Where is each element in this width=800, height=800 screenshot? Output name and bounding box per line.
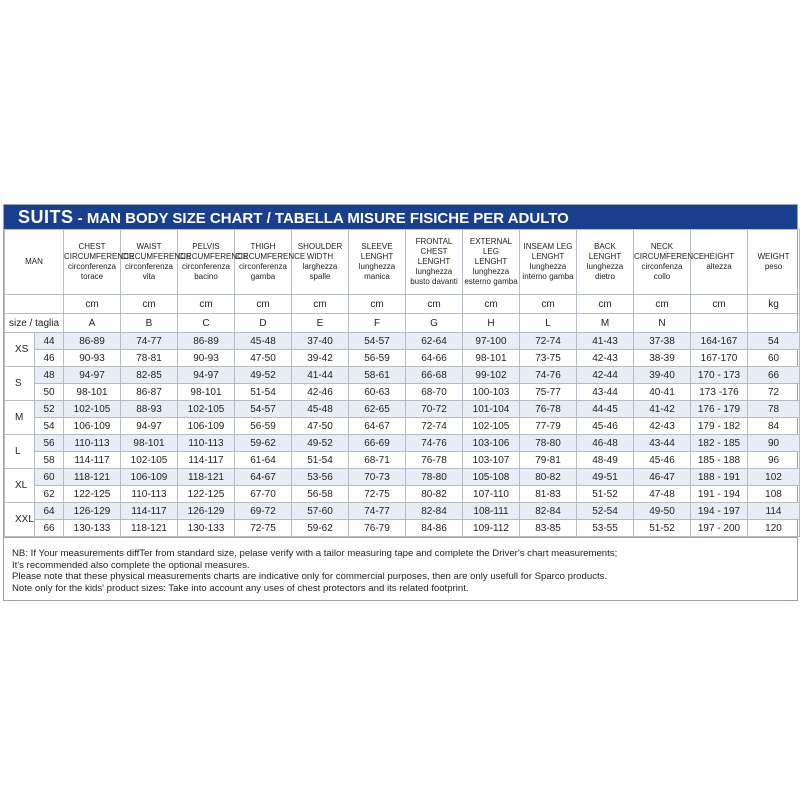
value-cell: 188 - 191: [691, 469, 748, 486]
value-cell: 70-72: [406, 401, 463, 418]
value-cell: 78-80: [520, 435, 577, 452]
column-header: [64, 230, 135, 295]
letter-cell: N: [634, 314, 691, 333]
size-number: 58: [35, 452, 64, 469]
value-cell: 98-101: [178, 384, 235, 401]
column-header-line: THIGH: [250, 242, 276, 251]
value-cell: 64-67: [235, 469, 292, 486]
table-row: [5, 401, 800, 418]
column-header: [577, 230, 634, 295]
chart-banner: [4, 205, 797, 229]
value-cell: 51-54: [235, 384, 292, 401]
value-cell: 101-104: [463, 401, 520, 418]
value-cell: 106-109: [178, 418, 235, 435]
value-cell: 66-68: [406, 367, 463, 384]
value-cell: 42-46: [292, 384, 349, 401]
table-row: [5, 469, 800, 486]
column-header: [235, 230, 306, 295]
size-cell: S: [5, 367, 35, 401]
value-cell: 82-85: [121, 367, 178, 384]
value-cell: 80-82: [406, 486, 463, 503]
unit-cell: kg: [748, 295, 800, 314]
value-cell: 103-106: [463, 435, 520, 452]
unit-cell: cm: [349, 295, 406, 314]
unit-cell: cm: [235, 295, 292, 314]
column-header-line: SLEEVE: [361, 242, 393, 251]
column-header-line: WIDTH: [306, 252, 334, 261]
value-cell: 118-121: [121, 520, 178, 537]
letter-cell: C: [178, 314, 235, 333]
letter-cell: F: [349, 314, 406, 333]
value-cell: 57-60: [292, 503, 349, 520]
value-cell: 90-93: [64, 350, 121, 367]
value-cell: 75-77: [520, 384, 577, 401]
size-number: 64: [35, 503, 64, 520]
column-header: [121, 230, 192, 295]
column-header-line: dietro: [594, 272, 615, 281]
header-row: [5, 230, 800, 295]
value-cell: 106-109: [64, 418, 121, 435]
value-cell: 98-101: [121, 435, 178, 452]
size-number: 52: [35, 401, 64, 418]
value-cell: 84-86: [406, 520, 463, 537]
column-header-line: lunghezza: [415, 267, 453, 276]
value-cell: 37-40: [292, 333, 349, 350]
column-header-line: peso: [764, 262, 783, 271]
value-cell: 114-117: [121, 503, 178, 520]
column-header-line: spalle: [309, 272, 331, 281]
value-cell: 176 - 179: [691, 401, 748, 418]
value-cell: 62-65: [349, 401, 406, 418]
column-header-line: CIRCUMFERENCE: [121, 252, 192, 261]
column-header-line: LENGHT: [474, 257, 508, 266]
value-cell: 61-64: [235, 452, 292, 469]
size-cell: L: [5, 435, 35, 469]
value-cell: 102-105: [121, 452, 178, 469]
value-cell: 114-117: [64, 452, 121, 469]
value-cell: 58-61: [349, 367, 406, 384]
column-header: [691, 230, 748, 295]
value-cell: 103-107: [463, 452, 520, 469]
column-header-line: BACK LENGHT: [588, 242, 622, 261]
value-cell: 49-52: [235, 367, 292, 384]
value-cell: 46-48: [577, 435, 634, 452]
column-header-line: esterno gamba: [464, 277, 518, 286]
size-number: 66: [35, 520, 64, 537]
note-line: Note only for the kids' product sizes: Take into account any uses of chest protectors and its related footprint.: [12, 582, 469, 594]
size-number: 62: [35, 486, 64, 503]
value-cell: 62-64: [406, 333, 463, 350]
size-number: 60: [35, 469, 64, 486]
value-cell: 42-44: [577, 367, 634, 384]
letter-cell: G: [406, 314, 463, 333]
value-cell: 53-56: [292, 469, 349, 486]
value-cell: 77-79: [520, 418, 577, 435]
column-header-line: SHOULDER: [297, 242, 343, 251]
value-cell: 191 - 194: [691, 486, 748, 503]
value-cell: 73-75: [520, 350, 577, 367]
value-cell: 78-80: [406, 469, 463, 486]
value-cell: 46-47: [634, 469, 691, 486]
value-cell: 68-71: [349, 452, 406, 469]
value-cell: 42-43: [634, 418, 691, 435]
note-line: Please note that these physical measurements charts are indicative only for commercial purposes, then are only usefull for Sparco products.: [12, 571, 608, 583]
value-cell: 114-117: [178, 452, 235, 469]
column-header: [463, 230, 520, 295]
value-cell: 79-81: [520, 452, 577, 469]
value-cell: 68-70: [406, 384, 463, 401]
value-cell: 108-111: [463, 503, 520, 520]
letter-cell: D: [235, 314, 292, 333]
column-header: [520, 230, 577, 295]
value-cell: 49-52: [292, 435, 349, 452]
value-cell: 107-110: [463, 486, 520, 503]
value-cell: 98-101: [463, 350, 520, 367]
value-cell: 97-100: [463, 333, 520, 350]
value-cell: 51-52: [634, 520, 691, 537]
value-cell: 86-87: [121, 384, 178, 401]
value-cell: 51-54: [292, 452, 349, 469]
size-cell: XXL: [5, 503, 35, 537]
column-header-line: PELVIS: [192, 242, 220, 251]
column-header-line: circonferenza: [124, 262, 174, 271]
value-cell: 130-133: [64, 520, 121, 537]
value-cell: 72-74: [520, 333, 577, 350]
value-cell: 76-78: [520, 401, 577, 418]
value-cell: 173 -176: [691, 384, 748, 401]
column-header-line: circonferenza: [67, 262, 117, 271]
value-cell: 64-67: [349, 418, 406, 435]
size-label: size / taglia: [5, 314, 64, 333]
column-header-line: interno gamba: [522, 272, 574, 281]
value-cell: 54-57: [349, 333, 406, 350]
value-cell: 130-133: [178, 520, 235, 537]
unit-cell: cm: [178, 295, 235, 314]
table-row: [5, 350, 800, 367]
size-number: 56: [35, 435, 64, 452]
value-cell: 94-97: [121, 418, 178, 435]
value-cell: 102-105: [64, 401, 121, 418]
value-cell: 126-129: [178, 503, 235, 520]
size-chart: [3, 204, 798, 601]
value-cell: 52-54: [577, 503, 634, 520]
unit-cell: cm: [406, 295, 463, 314]
value-cell: 102-105: [178, 401, 235, 418]
letter-row: [5, 314, 800, 333]
value-cell: 47-50: [292, 418, 349, 435]
letter-cell: [691, 314, 748, 333]
value-cell: 74-77: [349, 503, 406, 520]
column-header-line: lunghezza: [358, 262, 396, 271]
value-cell: 70-73: [349, 469, 406, 486]
column-header-line: NECK: [650, 242, 674, 251]
value-cell: 67-70: [235, 486, 292, 503]
value-cell: 84: [748, 418, 800, 435]
value-cell: 167-170: [691, 350, 748, 367]
column-header-line: vita: [142, 272, 156, 281]
value-cell: 120: [748, 520, 800, 537]
column-header-line: CIRCUMFERENCE: [64, 252, 135, 261]
value-cell: 48-49: [577, 452, 634, 469]
value-cell: 59-62: [292, 520, 349, 537]
value-cell: 37-38: [634, 333, 691, 350]
column-header-line: WAIST: [136, 242, 162, 251]
value-cell: 47-50: [235, 350, 292, 367]
value-cell: 54-57: [235, 401, 292, 418]
table-row: [5, 520, 800, 537]
size-number: 54: [35, 418, 64, 435]
table-row: [5, 452, 800, 469]
value-cell: 110-113: [121, 486, 178, 503]
column-header: [634, 230, 705, 295]
table-row: [5, 384, 800, 401]
column-header-line: larghezza: [302, 262, 338, 271]
column-header-line: altezza: [706, 262, 732, 271]
value-cell: 40-41: [634, 384, 691, 401]
letter-cell: M: [577, 314, 634, 333]
unit-cell: cm: [577, 295, 634, 314]
value-cell: 81-83: [520, 486, 577, 503]
value-cell: 179 - 182: [691, 418, 748, 435]
value-cell: 43-44: [634, 435, 691, 452]
value-cell: 41-43: [577, 333, 634, 350]
value-cell: 82-84: [406, 503, 463, 520]
value-cell: 164-167: [691, 333, 748, 350]
value-cell: 90: [748, 435, 800, 452]
value-cell: 126-129: [64, 503, 121, 520]
value-cell: 43-44: [577, 384, 634, 401]
column-header: [406, 230, 463, 295]
value-cell: 45-48: [292, 401, 349, 418]
value-cell: 102: [748, 469, 800, 486]
size-number: 44: [35, 333, 64, 350]
value-cell: 54: [748, 333, 800, 350]
value-cell: 56-59: [349, 350, 406, 367]
value-cell: 66: [748, 367, 800, 384]
value-cell: 39-42: [292, 350, 349, 367]
size-number: 50: [35, 384, 64, 401]
column-header-line: collo: [653, 272, 671, 281]
value-cell: 72: [748, 384, 800, 401]
value-cell: 99-102: [463, 367, 520, 384]
unit-spacer: [5, 295, 64, 314]
unit-cell: cm: [691, 295, 748, 314]
banner-title: - MAN BODY SIZE CHART / TABELLA MISURE FISICHE PER ADULTO: [73, 210, 569, 227]
column-header-line: busto davanti: [410, 277, 458, 286]
unit-cell: cm: [634, 295, 691, 314]
column-header-line: CIRCUMFERENCE: [235, 252, 306, 261]
value-cell: 66-69: [349, 435, 406, 452]
value-cell: 42-43: [577, 350, 634, 367]
value-cell: 44-45: [577, 401, 634, 418]
value-cell: 76-78: [406, 452, 463, 469]
value-cell: 74-76: [406, 435, 463, 452]
column-header-line: circonfenza: [641, 262, 683, 271]
banner-brand: SUITS: [18, 207, 74, 227]
value-cell: 41-44: [292, 367, 349, 384]
size-cell: XS: [5, 333, 35, 367]
value-cell: 49-51: [577, 469, 634, 486]
value-cell: 56-58: [292, 486, 349, 503]
letter-cell: A: [64, 314, 121, 333]
value-cell: 118-121: [64, 469, 121, 486]
value-cell: 197 - 200: [691, 520, 748, 537]
value-cell: 102-105: [463, 418, 520, 435]
column-header-line: FRONTAL: [415, 237, 453, 246]
column-header-line: bacino: [194, 272, 218, 281]
column-header-line: CIRCUMFERENCE: [178, 252, 249, 261]
value-cell: 56-59: [235, 418, 292, 435]
value-cell: 49-50: [634, 503, 691, 520]
value-cell: 74-76: [520, 367, 577, 384]
column-header-line: LENGHT: [531, 252, 565, 261]
value-cell: 118-121: [178, 469, 235, 486]
unit-cell: cm: [520, 295, 577, 314]
value-cell: 76-79: [349, 520, 406, 537]
value-cell: 88-93: [121, 401, 178, 418]
value-cell: 78: [748, 401, 800, 418]
value-cell: 38-39: [634, 350, 691, 367]
value-cell: 72-75: [349, 486, 406, 503]
column-header-line: lunghezza: [529, 262, 567, 271]
value-cell: 41-42: [634, 401, 691, 418]
column-header-line: manica: [364, 272, 390, 281]
letter-cell: E: [292, 314, 349, 333]
value-cell: 80-82: [520, 469, 577, 486]
size-cell: XL: [5, 469, 35, 503]
size-number: 46: [35, 350, 64, 367]
column-header: [349, 230, 406, 295]
value-cell: 45-46: [577, 418, 634, 435]
unit-cell: cm: [121, 295, 178, 314]
table-row: [5, 418, 800, 435]
column-header-line: circonferenza: [181, 262, 231, 271]
value-cell: 96: [748, 452, 800, 469]
value-cell: 74-77: [121, 333, 178, 350]
letter-cell: L: [520, 314, 577, 333]
value-cell: 94-97: [178, 367, 235, 384]
value-cell: 60: [748, 350, 800, 367]
value-cell: 110-113: [178, 435, 235, 452]
value-cell: 110-113: [64, 435, 121, 452]
value-cell: 90-93: [178, 350, 235, 367]
value-cell: 59-62: [235, 435, 292, 452]
table-row: [5, 435, 800, 452]
table-row: [5, 486, 800, 503]
value-cell: 94-97: [64, 367, 121, 384]
column-header: [748, 230, 800, 295]
column-header-line: CHEST LENGHT: [417, 247, 451, 266]
value-cell: 108: [748, 486, 800, 503]
value-cell: 170 - 173: [691, 367, 748, 384]
value-cell: 64-66: [406, 350, 463, 367]
unit-cell: cm: [292, 295, 349, 314]
column-header-line: WEIGHT: [757, 252, 790, 261]
value-cell: 122-125: [178, 486, 235, 503]
size-table: [4, 229, 800, 537]
corner-label: MAN: [5, 230, 64, 295]
value-cell: 60-63: [349, 384, 406, 401]
table-row: [5, 367, 800, 384]
column-header-line: lunghezza: [472, 267, 510, 276]
column-header: [292, 230, 349, 295]
value-cell: 100-103: [463, 384, 520, 401]
value-cell: 83-85: [520, 520, 577, 537]
column-header-line: circonferenza: [238, 262, 288, 271]
value-cell: 182 - 185: [691, 435, 748, 452]
table-row: [5, 503, 800, 520]
table-row: [5, 333, 800, 350]
value-cell: 47-48: [634, 486, 691, 503]
value-cell: 109-112: [463, 520, 520, 537]
note-line: NB: If Your measurements diffTer from standard size, pelase verify with a tailor measuring tape and complete the Driver's chart measurements;: [12, 548, 618, 559]
value-cell: 122-125: [64, 486, 121, 503]
value-cell: 105-108: [463, 469, 520, 486]
value-cell: 69-72: [235, 503, 292, 520]
note-line: It's recommended also complete the optional measures.: [12, 559, 250, 571]
column-header-line: gamba: [250, 272, 276, 281]
size-cell: M: [5, 401, 35, 435]
size-number: 48: [35, 367, 64, 384]
column-header-line: EXTERNAL LEG: [469, 237, 513, 256]
column-header-line: HEIGHT: [703, 252, 735, 261]
notes: [4, 537, 797, 600]
letter-cell: H: [463, 314, 520, 333]
column-header-line: CIRCUMFERENCE: [634, 252, 705, 261]
column-header-line: LENGHT: [360, 252, 394, 261]
column-header: [178, 230, 249, 295]
unit-row: [5, 295, 800, 314]
value-cell: 39-40: [634, 367, 691, 384]
value-cell: 45-46: [634, 452, 691, 469]
column-header-line: INSEAM LEG: [523, 242, 573, 251]
value-cell: 98-101: [64, 384, 121, 401]
value-cell: 45-48: [235, 333, 292, 350]
value-cell: 86-89: [178, 333, 235, 350]
value-cell: 194 - 197: [691, 503, 748, 520]
letter-cell: [748, 314, 800, 333]
value-cell: 72-74: [406, 418, 463, 435]
column-header-line: torace: [80, 272, 104, 281]
value-cell: 82-84: [520, 503, 577, 520]
value-cell: 106-109: [121, 469, 178, 486]
value-cell: 185 - 188: [691, 452, 748, 469]
value-cell: 114: [748, 503, 800, 520]
value-cell: 53-55: [577, 520, 634, 537]
value-cell: 72-75: [235, 520, 292, 537]
value-cell: 86-89: [64, 333, 121, 350]
column-header-line: CHEST: [78, 242, 106, 251]
unit-cell: cm: [64, 295, 121, 314]
value-cell: 78-81: [121, 350, 178, 367]
value-cell: 51-52: [577, 486, 634, 503]
column-header-line: lunghezza: [586, 262, 624, 271]
letter-cell: B: [121, 314, 178, 333]
unit-cell: cm: [463, 295, 520, 314]
